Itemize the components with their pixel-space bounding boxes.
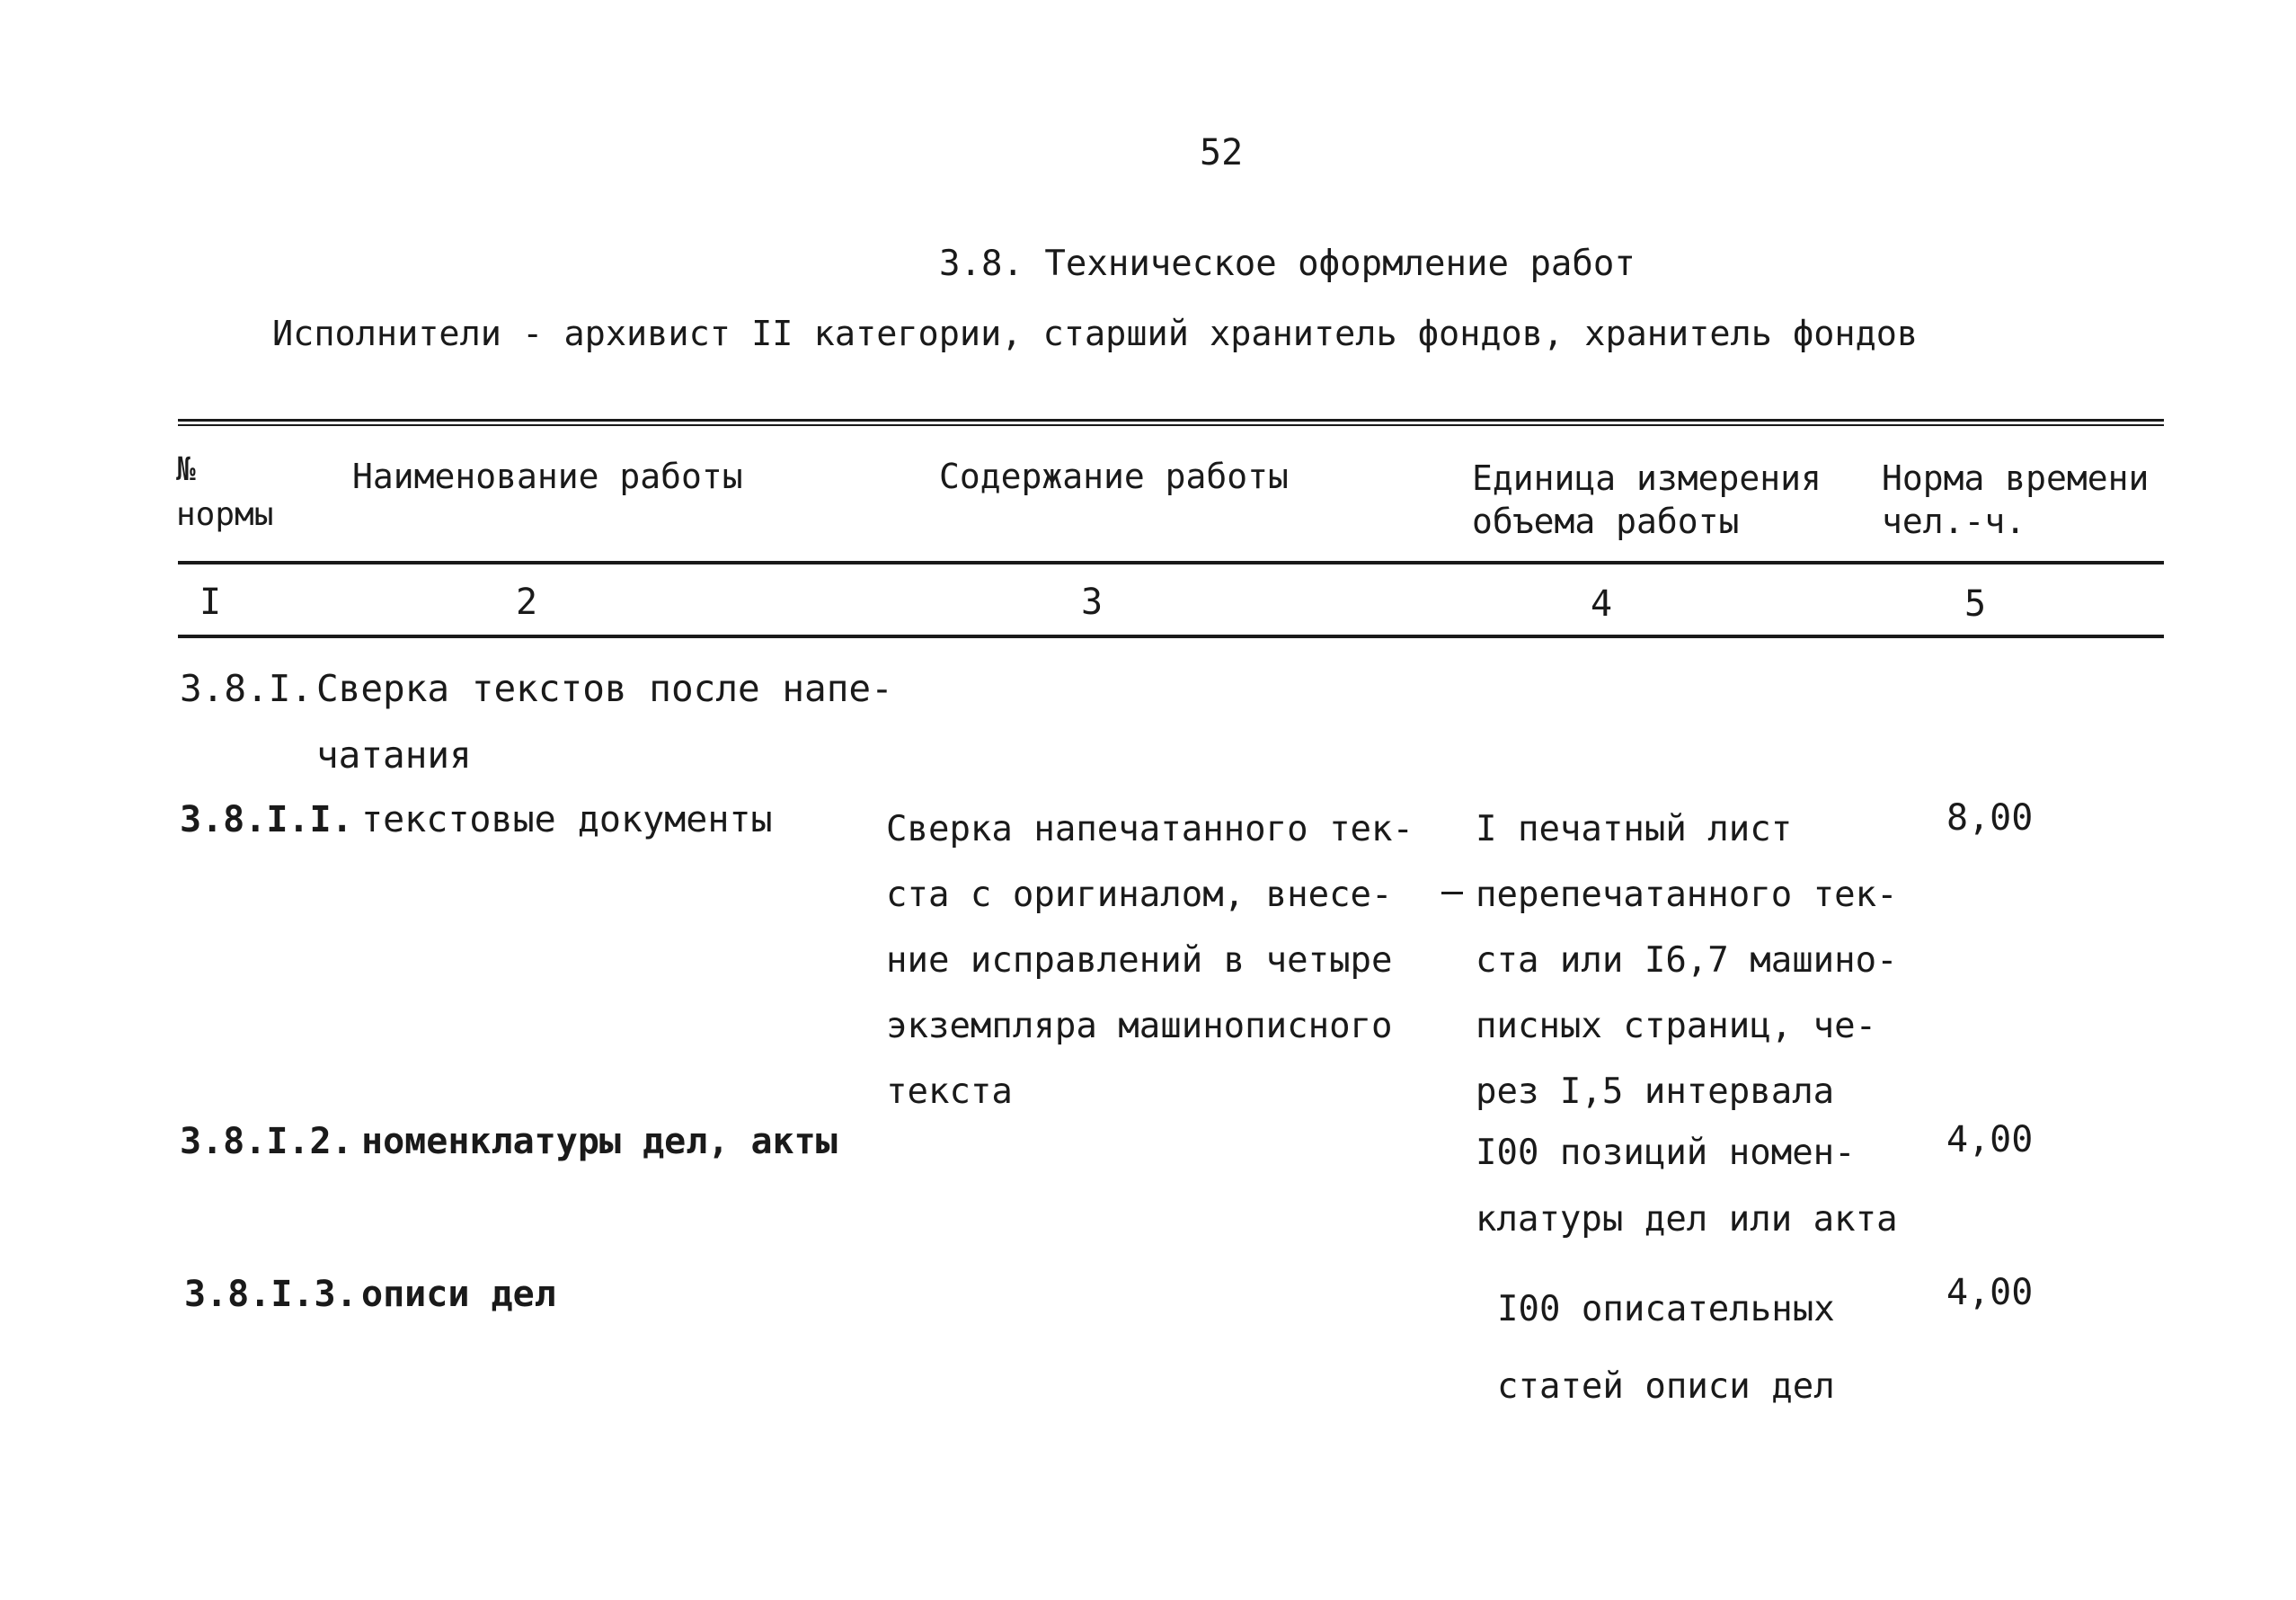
row-1-unit-line-2: перепечатанного тек-	[1476, 875, 1898, 915]
row-2-unit-line-2: клатуры дел или акта	[1476, 1199, 1898, 1240]
row-1-unit-line-1: I печатный лист	[1476, 809, 1793, 849]
row-2-code: 3.8.I.2.	[180, 1121, 353, 1162]
row-1-unit-dash-mark	[1441, 892, 1463, 894]
row-2-unit	[1476, 1120, 1898, 1253]
row-3-unit-line-2: статей описи дел	[1497, 1366, 1835, 1407]
group-title-line-1: Сверка текстов после напе-	[316, 667, 893, 710]
header-col-unit-line-2: объема работы	[1472, 502, 1740, 541]
row-1-unit	[1476, 796, 1898, 1124]
row-1-content-line-5: текста	[886, 1071, 1013, 1112]
row-2-unit-line-1: I00 позиций номен-	[1476, 1133, 1856, 1173]
table-top-rule	[178, 419, 2164, 422]
group-code: 3.8.I.	[180, 667, 314, 710]
column-numbers-rule	[178, 635, 2164, 638]
row-2-norm: 4,00	[1946, 1119, 2034, 1160]
row-1-content-line-3: ние исправлений в четыре	[886, 940, 1393, 981]
row-2-name: номенклатуры дел, акты	[361, 1121, 838, 1162]
column-number-3: 3	[1081, 582, 1104, 623]
row-1-content-line-2: ста с оригиналом, внесе-	[886, 875, 1393, 915]
row-3-name: описи дел	[361, 1274, 556, 1315]
row-3-code: 3.8.I.3.	[184, 1274, 358, 1315]
column-number-4: 4	[1591, 583, 1613, 625]
header-rule	[178, 561, 2164, 564]
row-1-name: текстовые документы	[361, 799, 773, 840]
section-title: 3.8. Техническое оформление работ	[939, 244, 1636, 284]
header-col-norm-line-1: Норма времени	[1882, 458, 2150, 498]
row-1-unit-line-4: писных страниц, че-	[1476, 1006, 1877, 1046]
row-1-content-line-4: экземпляра машинописного	[886, 1006, 1393, 1046]
column-number-2: 2	[516, 582, 538, 623]
header-col-unit-line-1: Единица измерения	[1472, 458, 1822, 498]
row-3-unit-line-1: I00 описательных	[1497, 1289, 1835, 1329]
header-col-number-line-2: нормы	[176, 496, 274, 533]
performers-line: Исполнители - архивист II категории, старший хранитель фондов, хранитель фондов	[272, 314, 1919, 354]
row-3-unit	[1497, 1271, 1835, 1426]
table-top-rule-inner	[178, 424, 2164, 426]
column-number-1: I	[199, 582, 222, 623]
row-1-norm: 8,00	[1946, 797, 2034, 839]
row-3-norm: 4,00	[1946, 1272, 2034, 1313]
header-col-name: Наименование работы	[352, 457, 743, 496]
header-col-number-line-1: №	[176, 451, 196, 488]
page-number: 52	[1200, 132, 1244, 173]
header-col-number	[176, 448, 273, 538]
header-col-norm-line-2: чел.-ч.	[1882, 502, 2026, 541]
header-col-unit	[1472, 457, 1822, 543]
column-number-5: 5	[1964, 583, 1987, 625]
row-1-content-line-1: Сверка напечатанного тек-	[886, 809, 1414, 849]
row-1-unit-line-3: ста или I6,7 машино-	[1476, 940, 1898, 981]
row-1-content	[886, 796, 1414, 1124]
header-col-content: Содержание работы	[939, 457, 1289, 496]
header-col-norm	[1882, 457, 2149, 543]
group-title-line-2: чатания	[316, 733, 472, 777]
row-1-code: 3.8.I.I.	[180, 799, 353, 840]
row-1-unit-line-5: рез I,5 интервала	[1476, 1071, 1835, 1112]
